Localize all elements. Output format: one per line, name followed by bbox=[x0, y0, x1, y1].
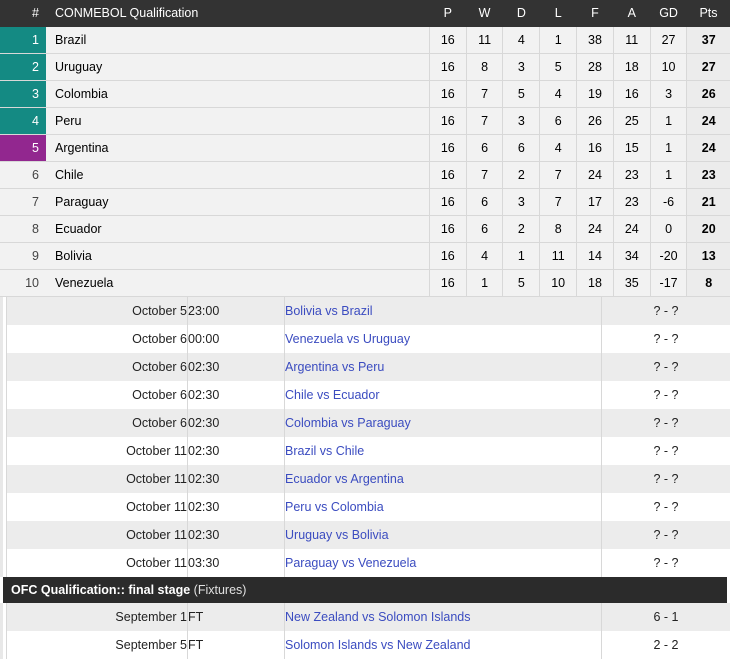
fixture-match-cell bbox=[285, 409, 602, 437]
row-won: 8 bbox=[466, 54, 503, 81]
fixture-date: October 6 bbox=[7, 325, 188, 353]
fixture-time: 02:30 bbox=[188, 409, 285, 437]
row-drawn: 4 bbox=[503, 27, 540, 54]
fixture-score: ? - ? bbox=[602, 493, 730, 521]
row-goal-difference: 1 bbox=[650, 162, 687, 189]
fixture-match-link[interactable]: Bolivia vs Brazil bbox=[285, 304, 373, 318]
row-rank: 3 bbox=[0, 81, 46, 108]
table-row bbox=[0, 81, 730, 108]
row-goals-against: 24 bbox=[613, 216, 650, 243]
fixture-row bbox=[7, 493, 730, 521]
row-team[interactable]: Uruguay bbox=[46, 54, 429, 81]
fixture-date: September 5 bbox=[7, 631, 188, 659]
row-drawn: 3 bbox=[503, 189, 540, 216]
fixture-row bbox=[7, 631, 730, 659]
fixture-match-cell bbox=[285, 465, 602, 493]
row-drawn: 1 bbox=[503, 243, 540, 270]
table-row bbox=[0, 270, 730, 297]
row-team[interactable]: Ecuador bbox=[46, 216, 429, 243]
conmebol-fixtures-block bbox=[0, 297, 730, 577]
fixture-match-link[interactable]: Venezuela vs Uruguay bbox=[285, 332, 410, 346]
row-goals-against: 15 bbox=[613, 135, 650, 162]
row-drawn: 2 bbox=[503, 216, 540, 243]
fixture-time: 02:30 bbox=[188, 353, 285, 381]
fixture-date: October 6 bbox=[7, 409, 188, 437]
row-goals-against: 23 bbox=[613, 162, 650, 189]
row-goals-for: 17 bbox=[577, 189, 614, 216]
row-goal-difference: 1 bbox=[650, 108, 687, 135]
row-drawn: 3 bbox=[503, 108, 540, 135]
row-team[interactable]: Venezuela bbox=[46, 270, 429, 297]
row-goals-for: 18 bbox=[577, 270, 614, 297]
row-rank: 1 bbox=[0, 27, 46, 54]
row-drawn: 3 bbox=[503, 54, 540, 81]
table-row bbox=[0, 189, 730, 216]
fixture-time: 23:00 bbox=[188, 297, 285, 325]
row-lost: 7 bbox=[540, 189, 577, 216]
fixture-time: 02:30 bbox=[188, 465, 285, 493]
row-played: 16 bbox=[429, 162, 466, 189]
row-rank: 5 bbox=[0, 135, 46, 162]
fixture-date: October 6 bbox=[7, 353, 188, 381]
fixture-score: ? - ? bbox=[602, 437, 730, 465]
fixture-match-cell bbox=[285, 437, 602, 465]
row-goal-difference: 3 bbox=[650, 81, 687, 108]
row-lost: 10 bbox=[540, 270, 577, 297]
fixture-score: ? - ? bbox=[602, 325, 730, 353]
ofc-section-header bbox=[3, 577, 727, 603]
row-goals-for: 19 bbox=[577, 81, 614, 108]
fixture-time: 03:30 bbox=[188, 549, 285, 577]
row-points: 26 bbox=[687, 81, 730, 108]
fixture-match-link[interactable]: Brazil vs Chile bbox=[285, 444, 364, 458]
fixture-row bbox=[7, 521, 730, 549]
row-drawn: 5 bbox=[503, 270, 540, 297]
fixture-match-link[interactable]: Peru vs Colombia bbox=[285, 500, 384, 514]
fixture-time: 02:30 bbox=[188, 437, 285, 465]
row-played: 16 bbox=[429, 243, 466, 270]
table-row bbox=[0, 108, 730, 135]
ofc-section-title: OFC Qualification:: final stage bbox=[11, 583, 190, 597]
row-rank: 6 bbox=[0, 162, 46, 189]
header-lost: L bbox=[540, 0, 577, 27]
fixture-time: 02:30 bbox=[188, 521, 285, 549]
table-row bbox=[0, 135, 730, 162]
row-won: 7 bbox=[466, 162, 503, 189]
conmebol-fixtures-body bbox=[7, 297, 730, 577]
row-drawn: 2 bbox=[503, 162, 540, 189]
row-goals-for: 24 bbox=[577, 162, 614, 189]
fixture-score: ? - ? bbox=[602, 297, 730, 325]
header-won: W bbox=[466, 0, 503, 27]
row-rank: 8 bbox=[0, 216, 46, 243]
row-goal-difference: 0 bbox=[650, 216, 687, 243]
fixture-time: 00:00 bbox=[188, 325, 285, 353]
fixture-match-cell bbox=[285, 549, 602, 577]
row-goals-against: 23 bbox=[613, 189, 650, 216]
row-rank: 9 bbox=[0, 243, 46, 270]
row-team[interactable]: Brazil bbox=[46, 27, 429, 54]
fixture-date: October 6 bbox=[7, 381, 188, 409]
row-lost: 8 bbox=[540, 216, 577, 243]
row-lost: 1 bbox=[540, 27, 577, 54]
row-played: 16 bbox=[429, 81, 466, 108]
row-points: 13 bbox=[687, 243, 730, 270]
standings-body bbox=[0, 27, 730, 297]
fixture-date: October 11 bbox=[7, 437, 188, 465]
row-played: 16 bbox=[429, 189, 466, 216]
fixture-match-cell bbox=[285, 631, 602, 659]
row-won: 6 bbox=[466, 216, 503, 243]
fixture-match-link[interactable]: Solomon Islands vs New Zealand bbox=[285, 638, 471, 652]
fixture-row bbox=[7, 549, 730, 577]
fixture-date: October 11 bbox=[7, 549, 188, 577]
fixture-score: ? - ? bbox=[602, 353, 730, 381]
table-row bbox=[0, 216, 730, 243]
standings-table bbox=[0, 0, 730, 297]
header-goals-for: F bbox=[577, 0, 614, 27]
fixture-match-link[interactable]: Colombia vs Paraguay bbox=[285, 416, 411, 430]
row-goals-against: 25 bbox=[613, 108, 650, 135]
row-drawn: 6 bbox=[503, 135, 540, 162]
fixture-score: ? - ? bbox=[602, 381, 730, 409]
row-goals-against: 18 bbox=[613, 54, 650, 81]
row-goal-difference: -20 bbox=[650, 243, 687, 270]
fixture-score: ? - ? bbox=[602, 521, 730, 549]
row-goal-difference: -6 bbox=[650, 189, 687, 216]
header-competition: CONMEBOL Qualification bbox=[46, 0, 429, 27]
row-goals-for: 26 bbox=[577, 108, 614, 135]
fixture-date: September 1 bbox=[7, 603, 188, 631]
fixture-date: October 11 bbox=[7, 521, 188, 549]
row-played: 16 bbox=[429, 27, 466, 54]
fixture-row bbox=[7, 409, 730, 437]
table-row bbox=[0, 54, 730, 81]
fixture-match-link[interactable]: Uruguay vs Bolivia bbox=[285, 528, 389, 542]
row-points: 24 bbox=[687, 135, 730, 162]
header-drawn: D bbox=[503, 0, 540, 27]
fixture-match-cell bbox=[285, 493, 602, 521]
row-team[interactable]: Paraguay bbox=[46, 189, 429, 216]
row-lost: 4 bbox=[540, 81, 577, 108]
fixture-score: ? - ? bbox=[602, 409, 730, 437]
row-rank: 10 bbox=[0, 270, 46, 297]
fixture-row bbox=[7, 297, 730, 325]
row-rank: 7 bbox=[0, 189, 46, 216]
row-goals-against: 11 bbox=[613, 27, 650, 54]
row-team[interactable]: Peru bbox=[46, 108, 429, 135]
row-played: 16 bbox=[429, 108, 466, 135]
row-rank: 2 bbox=[0, 54, 46, 81]
fixture-match-cell bbox=[285, 297, 602, 325]
row-played: 16 bbox=[429, 216, 466, 243]
fixture-match-link[interactable]: New Zealand vs Solomon Islands bbox=[285, 610, 471, 624]
row-lost: 7 bbox=[540, 162, 577, 189]
row-won: 1 bbox=[466, 270, 503, 297]
row-points: 20 bbox=[687, 216, 730, 243]
fixture-date: October 11 bbox=[7, 465, 188, 493]
row-lost: 4 bbox=[540, 135, 577, 162]
table-row bbox=[0, 27, 730, 54]
standings-header-row bbox=[0, 0, 730, 27]
fixture-match-link[interactable]: Paraguay vs Venezuela bbox=[285, 556, 416, 570]
row-lost: 11 bbox=[540, 243, 577, 270]
row-points: 27 bbox=[687, 54, 730, 81]
row-goal-difference: -17 bbox=[650, 270, 687, 297]
row-goals-for: 28 bbox=[577, 54, 614, 81]
row-points: 37 bbox=[687, 27, 730, 54]
fixture-row bbox=[7, 603, 730, 631]
row-lost: 5 bbox=[540, 54, 577, 81]
row-team[interactable]: Chile bbox=[46, 162, 429, 189]
fixture-date: October 5 bbox=[7, 297, 188, 325]
row-points: 23 bbox=[687, 162, 730, 189]
row-team[interactable]: Colombia bbox=[46, 81, 429, 108]
row-won: 6 bbox=[466, 135, 503, 162]
row-goal-difference: 1 bbox=[650, 135, 687, 162]
row-lost: 6 bbox=[540, 108, 577, 135]
header-rank: # bbox=[0, 0, 46, 27]
row-points: 24 bbox=[687, 108, 730, 135]
fixture-score: ? - ? bbox=[602, 549, 730, 577]
header-points: Pts bbox=[687, 0, 730, 27]
fixture-match-link[interactable]: Chile vs Ecuador bbox=[285, 388, 380, 402]
table-row bbox=[0, 243, 730, 270]
fixture-time: 02:30 bbox=[188, 493, 285, 521]
row-goals-for: 16 bbox=[577, 135, 614, 162]
fixture-score: ? - ? bbox=[602, 465, 730, 493]
header-goal-difference: GD bbox=[650, 0, 687, 27]
row-goals-for: 24 bbox=[577, 216, 614, 243]
fixture-time: FT bbox=[188, 631, 285, 659]
row-won: 7 bbox=[466, 81, 503, 108]
row-rank: 4 bbox=[0, 108, 46, 135]
fixture-match-link[interactable]: Ecuador vs Argentina bbox=[285, 472, 404, 486]
fixture-match-cell bbox=[285, 521, 602, 549]
table-row bbox=[0, 162, 730, 189]
fixture-row bbox=[7, 465, 730, 493]
row-team[interactable]: Bolivia bbox=[46, 243, 429, 270]
row-team[interactable]: Argentina bbox=[46, 135, 429, 162]
fixture-date: October 11 bbox=[7, 493, 188, 521]
header-played: P bbox=[429, 0, 466, 27]
row-goals-against: 34 bbox=[613, 243, 650, 270]
row-played: 16 bbox=[429, 270, 466, 297]
fixture-match-cell bbox=[285, 325, 602, 353]
fixture-score: 2 - 2 bbox=[602, 631, 730, 659]
row-won: 7 bbox=[466, 108, 503, 135]
row-played: 16 bbox=[429, 54, 466, 81]
conmebol-fixtures-table bbox=[6, 297, 730, 577]
fixture-row bbox=[7, 381, 730, 409]
fixture-score: 6 - 1 bbox=[602, 603, 730, 631]
row-goal-difference: 10 bbox=[650, 54, 687, 81]
fixture-time: 02:30 bbox=[188, 381, 285, 409]
row-drawn: 5 bbox=[503, 81, 540, 108]
row-won: 6 bbox=[466, 189, 503, 216]
fixture-row bbox=[7, 325, 730, 353]
row-played: 16 bbox=[429, 135, 466, 162]
standings-head bbox=[0, 0, 730, 27]
row-goals-against: 16 bbox=[613, 81, 650, 108]
header-goals-against: A bbox=[613, 0, 650, 27]
fixture-row bbox=[7, 437, 730, 465]
row-goal-difference: 27 bbox=[650, 27, 687, 54]
row-goals-against: 35 bbox=[613, 270, 650, 297]
ofc-section-subtitle: (Fixtures) bbox=[194, 583, 247, 597]
fixture-match-link[interactable]: Argentina vs Peru bbox=[285, 360, 384, 374]
row-points: 21 bbox=[687, 189, 730, 216]
fixture-match-cell bbox=[285, 381, 602, 409]
bottom-spacer bbox=[0, 659, 730, 665]
fixture-time: FT bbox=[188, 603, 285, 631]
fixture-match-cell bbox=[285, 603, 602, 631]
row-goals-for: 38 bbox=[577, 27, 614, 54]
row-won: 11 bbox=[466, 27, 503, 54]
row-won: 4 bbox=[466, 243, 503, 270]
fixture-row bbox=[7, 353, 730, 381]
row-points: 8 bbox=[687, 270, 730, 297]
fixture-match-cell bbox=[285, 353, 602, 381]
row-goals-for: 14 bbox=[577, 243, 614, 270]
